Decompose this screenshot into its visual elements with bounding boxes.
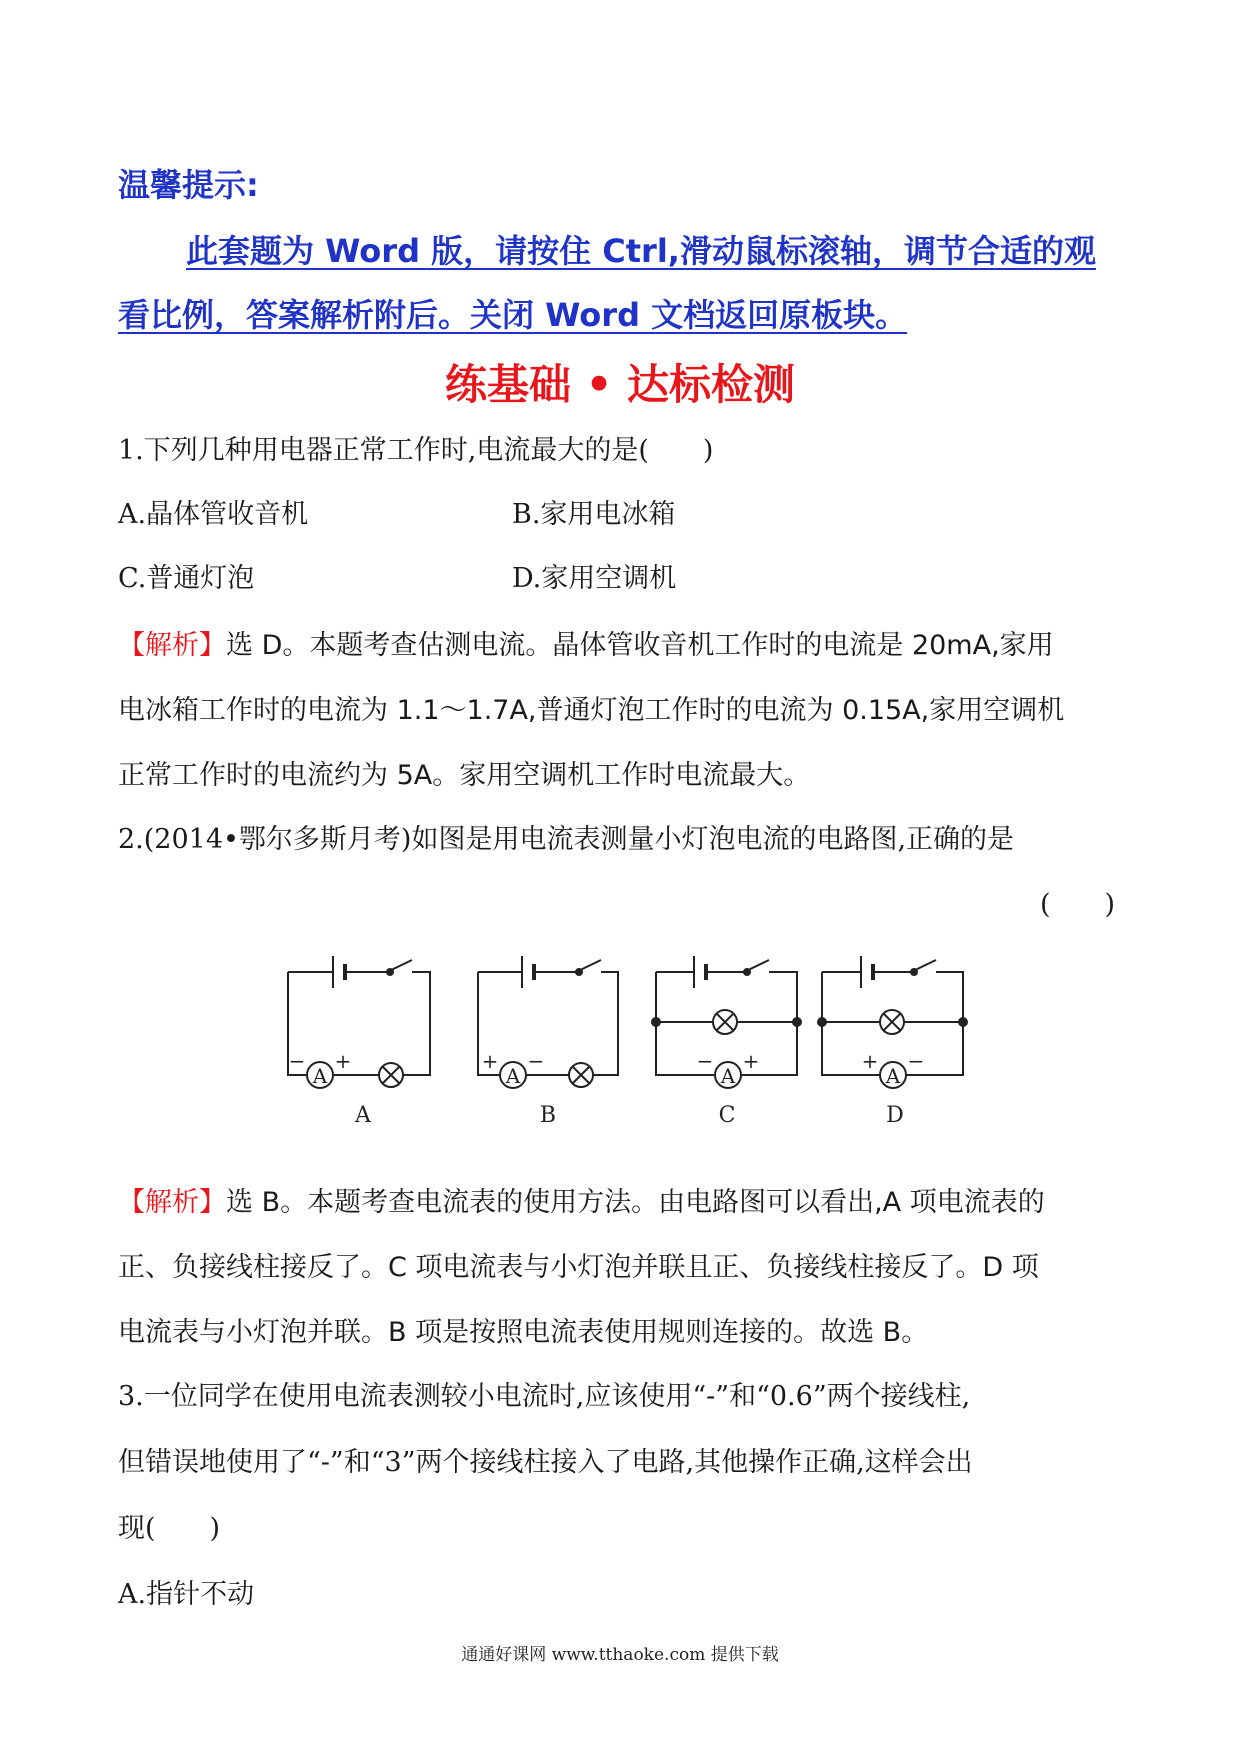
terminal-sign: + [861,1049,879,1073]
tip-line-2: 看比例，答案解析附后。关闭 Word 文档返回原板块。 [118,296,908,334]
q1-option-d: D.家用空调机 [512,563,677,594]
a2-line-3: 电流表与小灯泡并联。B 项是按照电流表使用规则连接的。故选 B。 [118,1317,929,1348]
tip-title: 温馨提示: [118,166,259,204]
ammeter-label: A [312,1064,328,1088]
terminal-sign: + [481,1049,499,1073]
a2-tag: 【解析】 [118,1187,226,1218]
section-title: 练基础 • 达标检测 [444,360,796,409]
circuit-label-b: B [539,1103,557,1128]
a1-line-1-text: 选 D。本题考查估测电流。晶体管收音机工作时的电流是 20mA,家用 [226,630,1054,661]
a1-line-2: 电冰箱工作时的电流为 1.1～1.7A,普通灯泡工作时的电流为 0.15A,家用空调机 [118,695,1065,726]
a2-line-2: 正、负接线柱接反了。C 项电流表与小灯泡并联且正、负接线柱接反了。D 项 [118,1252,1039,1283]
ammeter-label: A [505,1064,521,1088]
ammeter-label: A [720,1064,736,1088]
q1-option-a: A.晶体管收音机 [118,499,309,530]
a2-line-1-text: 选 B。本题考查电流表的使用方法。由电路图可以看出,A 项电流表的 [226,1187,1045,1218]
terminal-sign: + [742,1049,760,1073]
terminal-sign: − [696,1049,714,1073]
terminal-sign: − [288,1049,306,1073]
tip-line-1: 此套题为 Word 版，请按住 Ctrl,滑动鼠标滚轴，调节合适的观 [186,232,1096,270]
a1-tag: 【解析】 [118,630,226,661]
a2-line-1 [118,1180,1045,1219]
circuit-b [478,956,618,1088]
circuit-diagrams [0,940,1240,1140]
terminal-sign: − [527,1049,545,1073]
circuit-label-c: C [718,1103,736,1128]
page-footer: 通通好课网 www.tthaoke.com 提供下载 [461,1645,779,1665]
q3-option-a: A.指针不动 [118,1579,255,1610]
a1-line-3: 正常工作时的电流约为 5A。家用空调机工作时电流最大。 [118,760,811,791]
circuit-a [288,956,430,1088]
q3-line-3: 现( ) [118,1513,221,1544]
q1-option-b: B.家用电冰箱 [512,499,676,530]
terminal-sign: − [907,1049,925,1073]
a1-line-1 [118,623,1054,662]
q3-line-2: 但错误地使用了“-”和“3”两个接线柱接入了电路,其他操作正确,这样会出 [118,1447,973,1478]
terminal-sign: + [334,1049,352,1073]
q1-option-c: C.普通灯泡 [118,563,255,594]
q1-stem: 1.下列几种用电器正常工作时,电流最大的是( ) [118,435,714,466]
q2-answer-paren: ( ) [1040,889,1116,920]
q3-line-1: 3.一位同学在使用电流表测较小电流时,应该使用“-”和“0.6”两个接线柱, [118,1381,971,1412]
q2-stem: 2.(2014•鄂尔多斯月考)如图是用电流表测量小灯泡电流的电路图,正确的是 [118,824,1015,855]
circuit-label-a: A [355,1103,371,1128]
ammeter-label: A [885,1064,901,1088]
circuit-label-d: D [886,1103,904,1128]
